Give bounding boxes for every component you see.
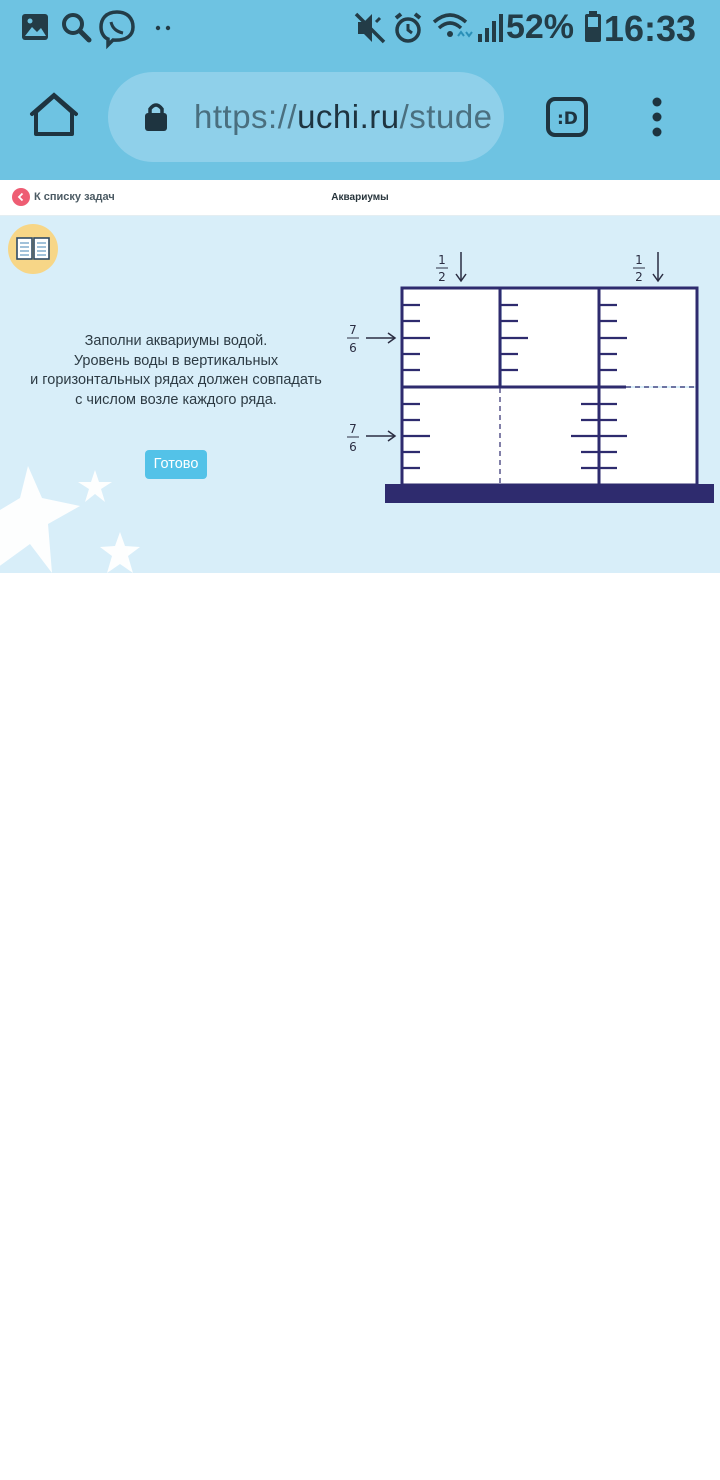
- arrow-right-icon: [366, 431, 395, 441]
- lock-icon: [142, 98, 172, 138]
- menu-icon[interactable]: [653, 98, 662, 137]
- clue-numerator: 7: [349, 422, 357, 436]
- tab-switcher-icon[interactable]: [548, 99, 586, 135]
- aquarium-grid: [0, 216, 720, 573]
- instruction-line: Уровень воды в вертикальных: [73, 352, 279, 369]
- signal-icon: [478, 14, 503, 42]
- row-clue-2: [347, 422, 395, 454]
- clue-numerator: 1: [635, 253, 643, 267]
- browser-chrome: [0, 0, 720, 180]
- column-clue-1: [436, 252, 466, 284]
- url-path: /stude: [399, 98, 493, 135]
- clue-numerator: 7: [349, 323, 357, 337]
- row-clue-1: [347, 323, 395, 355]
- battery-percentage: 52%: [505, 8, 574, 46]
- clue-denominator: 2: [635, 270, 643, 284]
- status-bar: [0, 0, 720, 58]
- viber-icon: [101, 12, 133, 45]
- column-clue-2: [633, 252, 663, 284]
- arrow-right-icon: [366, 333, 395, 343]
- clue-numerator: 1: [438, 253, 446, 267]
- clue-denominator: 2: [438, 270, 446, 284]
- clock: 16:33: [603, 8, 696, 49]
- more-dots-icon: [156, 26, 170, 30]
- task-navbar: [0, 180, 720, 216]
- search-icon: [64, 15, 89, 40]
- back-link-label: К списку задач: [34, 191, 115, 203]
- url-scheme: https://: [194, 98, 298, 135]
- url-text: [194, 98, 493, 136]
- alarm-icon: [396, 14, 420, 41]
- clue-denominator: 6: [349, 440, 357, 454]
- url-host: uchi.ru: [297, 98, 400, 135]
- arrow-down-icon: [456, 252, 466, 281]
- puzzle-area: [0, 216, 720, 573]
- instruction-line: и горизонтальных рядах должен совпадать: [30, 372, 322, 388]
- page-title: Аквариумы: [331, 192, 389, 203]
- arrow-down-icon: [653, 252, 663, 281]
- wifi-icon: [434, 15, 472, 37]
- address-bar[interactable]: [108, 72, 504, 162]
- battery-icon: [585, 11, 601, 42]
- gallery-icon: [22, 14, 48, 40]
- instruction-line: с числом возле каждого ряда.: [75, 391, 277, 408]
- done-button[interactable]: Готово: [145, 450, 207, 479]
- instruction-line: Заполни аквариумы водой.: [84, 333, 268, 349]
- svg-text::D: :D: [557, 109, 578, 129]
- mute-icon: [356, 14, 384, 42]
- clue-denominator: 6: [349, 341, 357, 355]
- home-icon[interactable]: [32, 95, 76, 134]
- aquarium-base: [385, 484, 714, 503]
